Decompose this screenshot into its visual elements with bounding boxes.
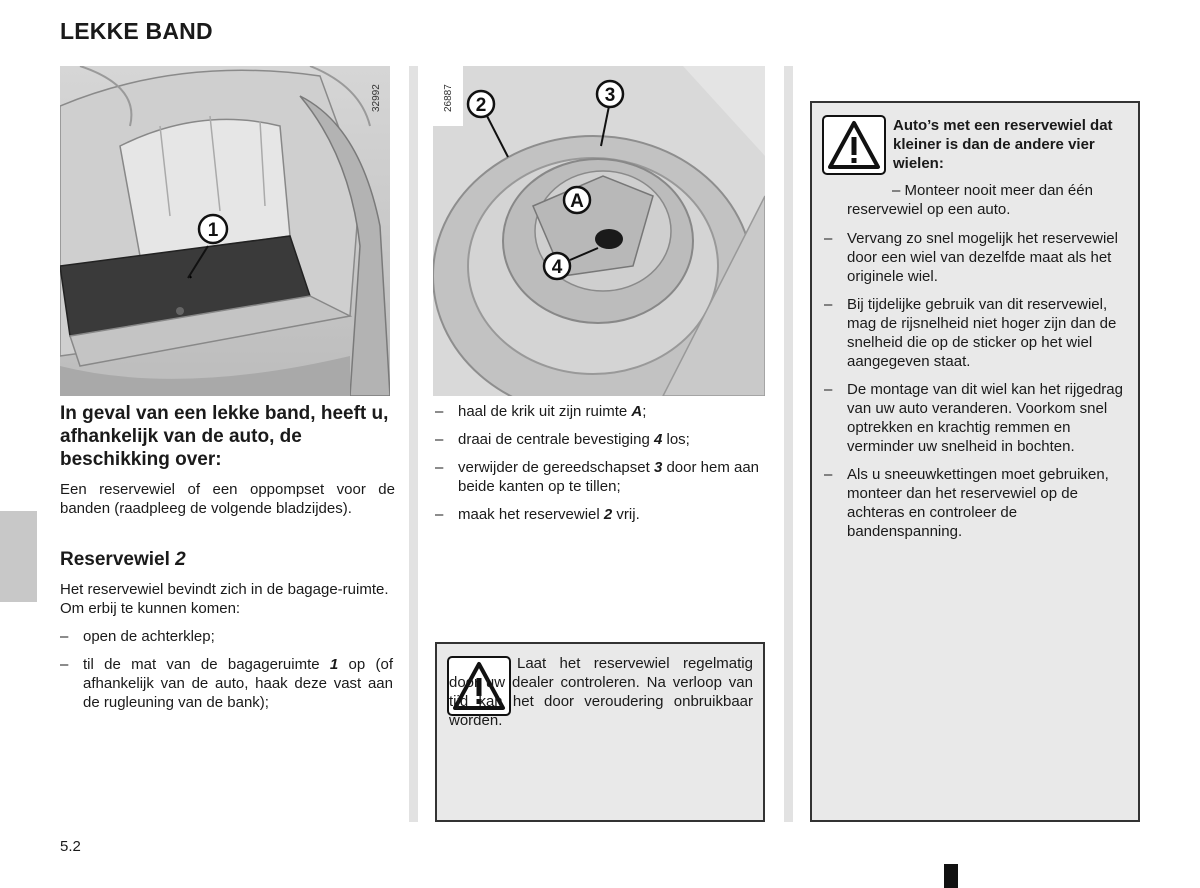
figure-callout-A: A [570,191,584,212]
list-item: – haal de krik uit zijn ruimte A; [435,403,647,420]
intro-paragraph: Een reservewiel of een oppompset voor de banden (raadpleeg de volgende bladzijdes). [60,481,395,517]
crop-mark [944,864,958,888]
warning-icon [822,115,886,175]
section-heading: In geval van een lekke band, heeft u, afhankelijk van de auto, de beschikking over: [60,403,389,470]
list-item: – De montage van dit wiel kan het rijgedrag van uw auto veranderen. Voorkom snel optrekken en krachtig remmen en verminder uw snelheid in bochten. [824,381,1123,455]
list-item: – Als u sneeuwkettingen moet gebruiken, monteer dan het reservewiel op de achteras en controleer de bandenspanning. [824,466,1109,540]
subheading-text: Reservewiel [60,549,176,570]
figure-callout-1: 1 [207,220,219,241]
figure-spare-wheel [433,66,765,396]
list-item: – Bij tijdelijke gebruik van dit reservewiel, mag de rijsnelheid niet hoger zijn dan de snelheid die op de sticker op het wiel aangegeven staat. [824,296,1117,370]
warning-first-item: – Monteer nooit meer dan één reservewiel op een auto. [847,182,1093,218]
list-item: – Vervang zo snel mogelijk het reservewiel door een wiel van dezelfde maat als het originele wiel. [824,230,1118,285]
list-item: – verwijder de gereedschapset 3 door hem aan beide kanten op te tillen; [435,459,760,495]
body-paragraph: Het reservewiel bevindt zich in de bagage-ruimte. Om erbij te kunnen komen: [60,581,389,617]
column-divider-1 [409,66,418,822]
warning-box-small-spare [810,101,1140,822]
list-item: – draai de centrale bevestiging 4 los; [435,431,690,448]
column-divider-2 [784,66,793,822]
list-item: – open de achterklep; [60,628,215,645]
figure-trunk [60,66,390,396]
figure-callout-4: 4 [551,257,563,278]
section-tab [0,511,37,602]
page-title: LEKKE BAND [60,18,213,44]
page-number: 5.2 [60,838,81,855]
list-item: – til de mat van de bagageruimte 1 op (of afhankelijk van de auto, haak deze vast aan de rugleuning van de bank); [60,656,393,711]
warning-box-inspection [435,642,765,822]
warning-text: Laat het reservewiel regelmatig door uw dealer controleren. Na verloop van tijd kan het door veroudering onbruikbaar worden. [449,655,753,729]
removal-steps-list [435,402,768,533]
figure-code: 32992 [371,84,382,112]
subheading-spare-wheel [60,548,390,571]
list-item: – maak het reservewiel 2 vrij. [435,506,640,523]
subheading-ref: 2 [175,549,186,570]
warning-title: Auto’s met een reservewiel dat kleiner is dan de andere vier wielen: [893,117,1113,172]
figure-callout-2: 2 [475,95,487,116]
access-steps-list [60,627,393,721]
figure-callout-3: 3 [604,85,616,106]
figure-code: 26887 [443,84,454,112]
spare-wheel-rules-list [824,229,1128,550]
